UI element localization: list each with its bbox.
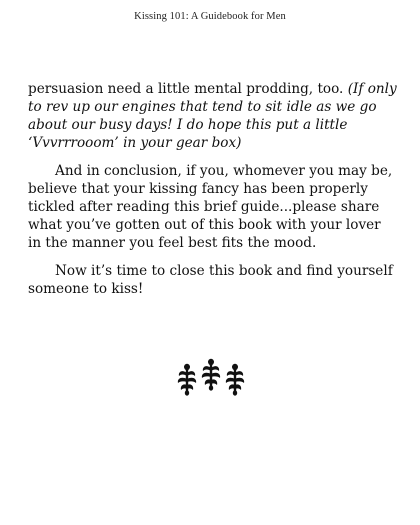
fleuron-ornament-icon <box>173 357 249 397</box>
paragraph-closing: Now it’s time to close this book and find yourself someone to kiss! <box>28 263 393 297</box>
fleuron-right-icon <box>226 364 244 396</box>
fleuron-left-icon <box>178 364 196 396</box>
paragraph-aside-italic: (If only to rev up our engines that tend to sit idle as we go about our busy days! I do hope this put a little ‘Vvvrrrooom’ in your gear box) <box>28 81 397 151</box>
running-header: Kissing 101: A Guidebook for Men <box>134 11 286 22</box>
paragraph-conclusion: And in conclusion, if you, whomever you may be, believe that your kissing fancy has been properly tickled after reading this brief guide...please share what you’ve gotten out of this book with your lover in the manner you feel best fits the mood. <box>28 163 393 251</box>
fleuron-center-icon <box>202 359 220 391</box>
paragraph-continuation-text: persuasion need a little mental prodding, too. <box>28 81 348 97</box>
paragraph-continuation <box>28 80 398 152</box>
